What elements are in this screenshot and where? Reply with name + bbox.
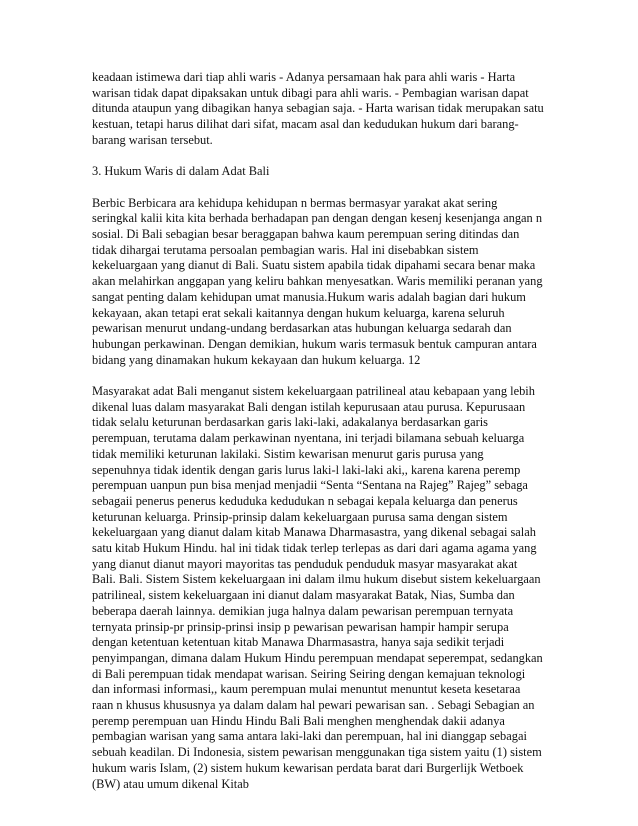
- paragraph-patrilineal-system: Masyarakat adat Bali menganut sistem kekeluargaan patrilineal atau kebapaan yang lebih dikenal luas dalam masyarakat Bali dengan istilah kepurusaan atau purusa. Kepurusaan tidak selalu keturunan berdasarkan garis laki-laki, adakalanya berdasarkan garis perempuan, terutama dalam perkawinan nyentana, ini terjadi bilamana sebuah keluarga tidak memiliki keturunan lakilaki. Sistim kewarisan menurut garis purusa yang sepenuhnya tidak identik dengan garis lurus laki-l laki-laki aki,, karena karena peremp perempuan uanpun pun bisa menjad menjadii “Senta “Sentana na Rajeg” Rajeg” sebaga sebagaii penerus penerus keduduka kedudukan n sebagai kepala keluarga dan penerus keturunan keluarga. Prinsip-prinsip dalam kekeluargaan purusa sama dengan sistem kekeluargaan yang dianut dalam kitab Manawa Dharmasastra, yang dikenal sebagai salah satu kitab Hukum Hindu. hal ini tidak tidak terlep terlepas as dari dari agama agama yang yang dianut dianut mayori mayoritas tas penduduk penduduk masyar masyarakat akat Bali. Bali. Sistem Sistem kekeluargaan ini dalam ilmu hukum disebut sistem kekeluargaan patrilineal, sistem kekeluargaan ini dianut dalam masyarakat Batak, Nias, Sumba dan beberapa daerah lainnya. demikian juga halnya dalam pewarisan perempuan ternyata ternyata prinsip-pr prinsip-prinsi insip p pewarisan pewarisan hampir hampir serupa dengan ketentuan ketentuan kitab Manawa Dharmasastra, hanya saja sedikit terjadi penyimpangan, dimana dalam Hukum Hindu perempuan mendapat seperempat, sedangkan di Bali perempuan tidak mendapat warisan. Seiring Seiring dengan kemajuan teknologi dan informasi informasi,, kaum perempuan mulai menuntut menuntut keseta kesetaraa raan n khusus khususnya ya dalam dalam hal pewari pewarisan san. . Sebagi Sebagian an peremp perempuan uan Hindu Hindu Bali Bali menghen menghendak dakii adanya pembagian warisan yang sama antara laki-laki dan perempuan, hal ini dianggap sebagai sebuah keadilan. Di Indonesia, sistem pewarisan menggunakan tiga sistem yaitu (1) sistem hukum waris Islam, (2) sistem hukum kewarisan perdata barat dari Burgerlijk Wetboek (BW) atau umum dikenal Kitab: [92, 384, 543, 791]
- paragraph-social-gap: Berbic Berbicara ara kehidupa kehidupan n bermas bermasyar yarakat akat sering seringkal kalii kita kita berhada berhadapan pan dengan dengan kesenj kesenjanga angan n sosial. Di Bali sebagian besar beraggapan bahwa kaum perempuan sering ditindas dan tidak dihargai terutama persoalan pembagian waris. Hal ini disebabkan sistem kekeluargaan yang dianut di Bali. Suatu sistem apabila tidak dipahami secara benar maka akan melahirkan anggapan yang keliru bahkan menyesatkan. Waris memiliki peranan yang sangat penting dalam kehidupan umat manusia.Hukum waris adalah bagian dari hukum kekayaan, akan tetapi erat sekali kaitannya dengan hukum keluarga, karena seluruh pewarisan menurut undang-undang berdasarkan atas hubungan keluarga sedarah dan hubungan perkawinan. Dengan demikian, hukum waris termasuk bentuk campuran antara bidang yang dinamakan hukum kekayaan dan hukum keluarga. 12: [92, 195, 543, 367]
- paragraph-inheritance-principles: keadaan istimewa dari tiap ahli waris - Adanya persamaan hak para ahli waris - Harta warisan tidak dapat dipaksakan untuk dibagi para ahli waris. - Pembagian warisan dapat ditunda ataupun yang dibagikan hanya sebagian saja. - Harta warisan tidak merupakan satu kestuan, tetapi harus dilihat dari sifat, macam asal dan kedudukan hukum dari barang-barang warisan tersebut.: [92, 70, 544, 147]
- document-page: [92, 70, 544, 808]
- section-heading-bali-inheritance: 3. Hukum Waris di dalam Adat Bali: [92, 164, 270, 179]
